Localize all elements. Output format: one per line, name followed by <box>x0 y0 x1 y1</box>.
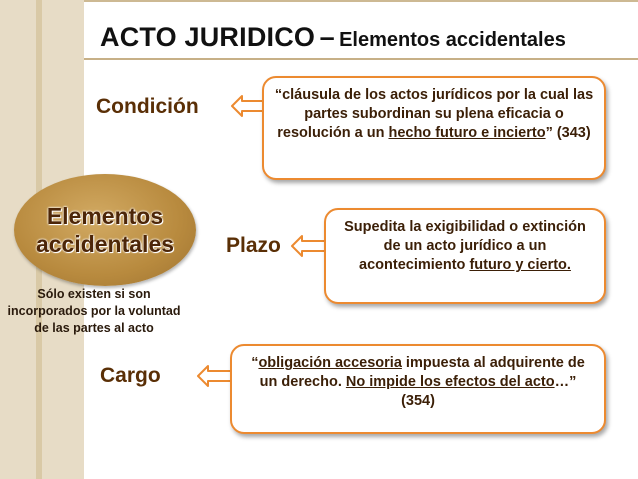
cargo-definition-box <box>230 344 606 434</box>
cargo-quote-open: “ <box>251 355 259 371</box>
slide-title <box>100 22 566 53</box>
title-dash: – <box>319 22 335 52</box>
title-subtitle: Elementos accidentales <box>339 29 566 51</box>
plazo-text-a: Supedita la exigibilidad o extinción de un acto jurídico a un acontecimiento <box>344 219 586 273</box>
cargo-text-b: …” (354) <box>401 374 577 409</box>
cargo-label: Cargo <box>100 364 161 387</box>
circle-line-1: Elementos <box>46 203 164 229</box>
condicion-definition-box <box>262 76 606 180</box>
circle-line-2: accidentales <box>35 231 175 257</box>
plazo-text-underlined: futuro y cierto. <box>469 257 571 273</box>
title-main: ACTO JURIDICO <box>100 22 316 52</box>
condicion-text-b: ” (343) <box>545 125 591 141</box>
condicion-text-a: “cláusula de los actos jurídicos por la cual las partes subordinan su plena eficacia o resolución a un <box>274 87 594 141</box>
condicion-text-underlined: hecho futuro e incierto <box>388 125 546 141</box>
circle-note: Sólo existen si son incorporados por la voluntad de las partes al acto <box>7 287 181 335</box>
condicion-label: Condición <box>96 95 199 118</box>
cargo-text-underlined-2: No impide los efectos del acto <box>345 374 555 390</box>
top-border <box>0 0 638 2</box>
title-rule <box>84 58 638 60</box>
elementos-accidentales-circle <box>14 174 196 286</box>
plazo-label: Plazo <box>226 234 281 257</box>
plazo-definition-box <box>324 208 606 304</box>
cargo-text-a: impuesta al adquirente de un derecho. <box>259 355 585 390</box>
cargo-text-underlined-1: obligación accesoria <box>258 355 402 371</box>
